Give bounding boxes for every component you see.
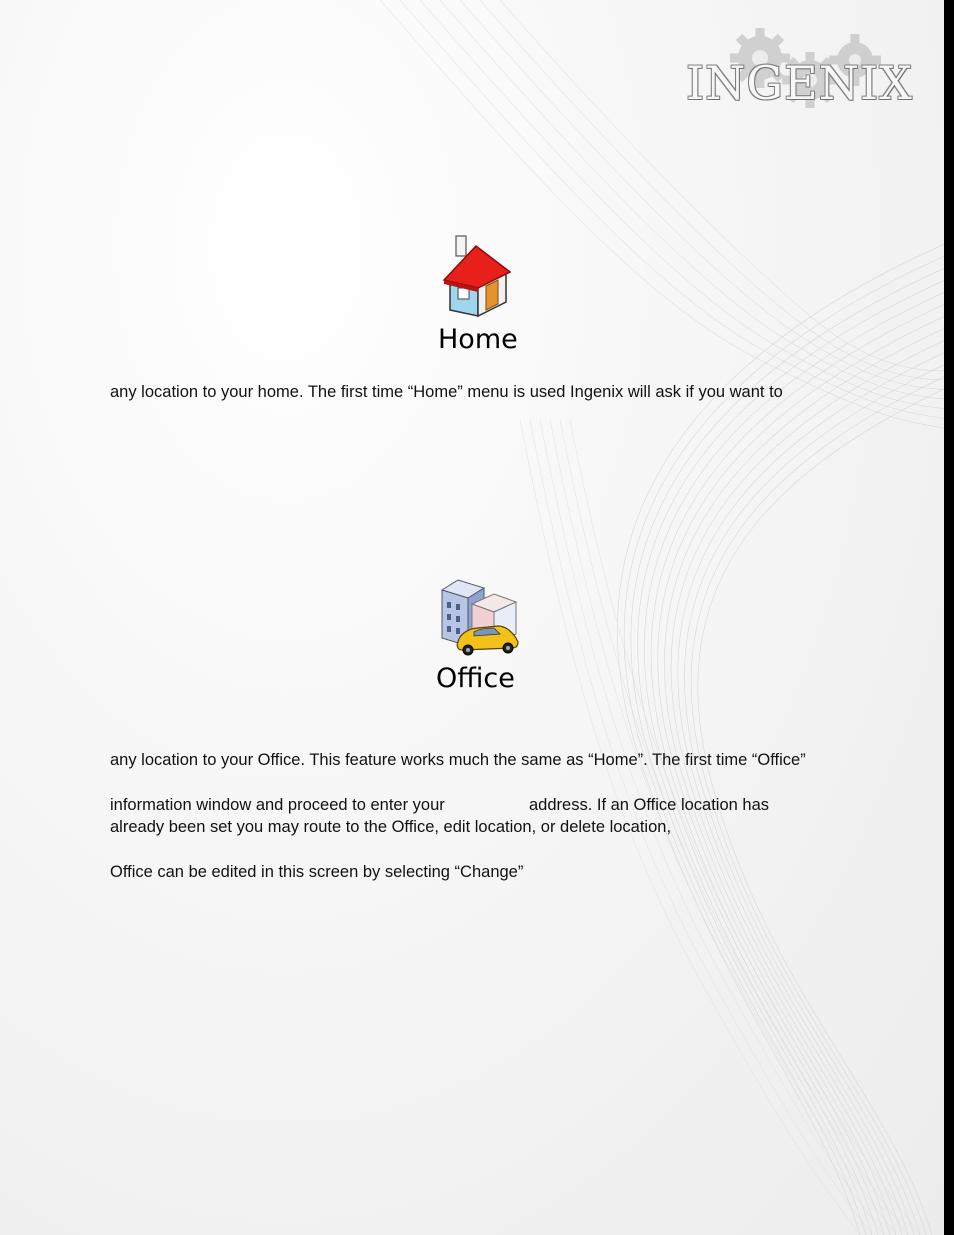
- ingenix-logo: INGENIX: [686, 56, 913, 110]
- office-paragraph-line: any location to your Office. This feature works much the same as “Home”. The first time “Office”: [110, 751, 806, 769]
- office-building-car-icon: [438, 576, 522, 656]
- office-paragraph-line: Office can be edited in this screen by selecting “Change”: [110, 863, 524, 881]
- home-paragraph-line: any location to your home. The first time “Home” menu is used Ingenix will ask if you want to: [110, 383, 783, 401]
- office-paragraph-line: already been set you may route to the Office, edit location, or delete location,: [110, 818, 672, 836]
- section-title-home: Home: [438, 324, 518, 355]
- section-title-office: Office: [436, 663, 515, 694]
- office-paragraph-line: address. If an Office location has: [529, 796, 769, 814]
- office-paragraph-line: information window and proceed to enter your: [110, 796, 445, 814]
- page-right-border: [944, 0, 954, 1235]
- house-icon: [440, 232, 516, 318]
